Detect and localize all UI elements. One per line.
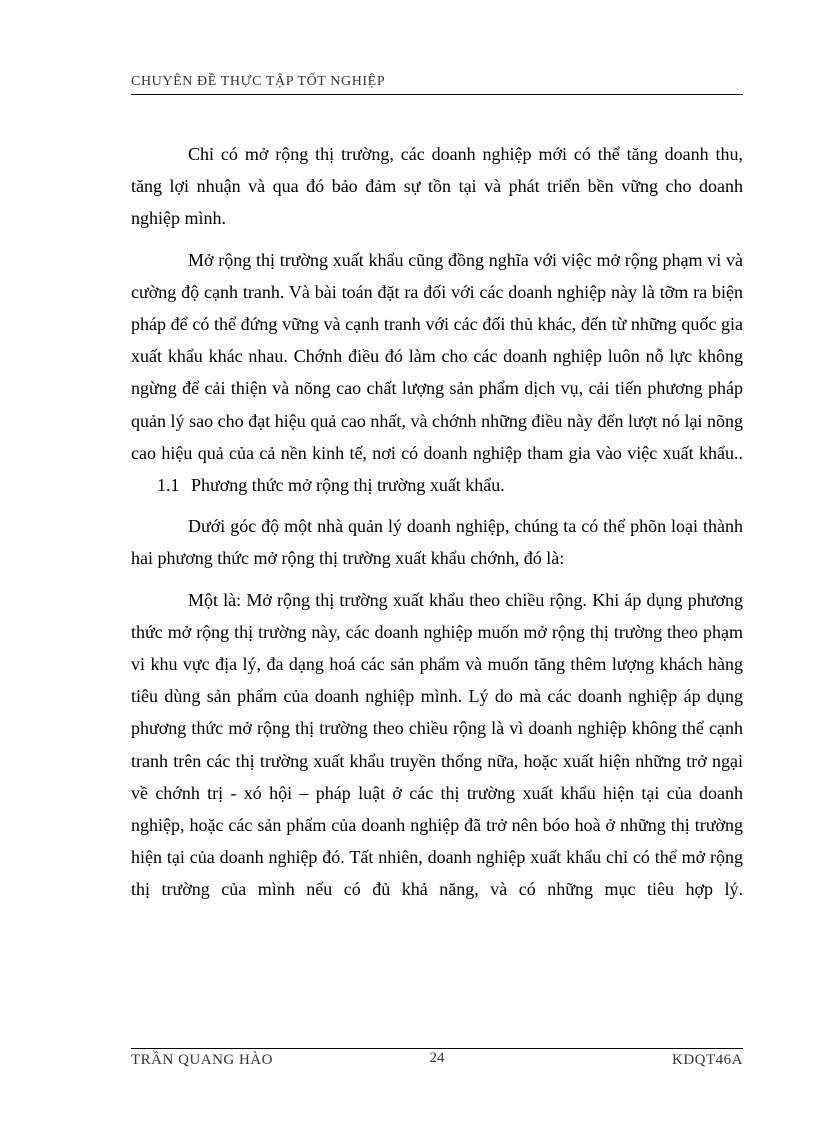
document-body [131, 138, 743, 906]
paragraph-3: Dưới góc độ một nhà quản lý doanh nghiệp, chúng ta có thể phõn loại thành hai phương thức mở rộng thị trường xuất khẩu chớnh, đó là: [131, 516, 743, 569]
section-number: 1.1 [157, 475, 180, 496]
footer-rule [131, 1048, 743, 1049]
paragraph-2: Mở rộng thị trường xuất khẩu cũng đồng nghĩa với việc mở rộng phạm vi và cường độ cạnh tranh. Và bài toán đặt ra đối với các doanh nghiệp này là tỡm ra biện pháp để có thể đứng vững và cạnh tranh với các đối thủ khác, đến từ những quốc gia xuất khẩu khác nhau. Chớnh điều đó làm cho các doanh nghiệp luôn nỗ lực không ngừng để cải thiện và nõng cao chất lượng sản phẩm dịch vụ, cải tiến phương pháp quản lý sao cho đạt hiệu quả cao nhất, và chớnh những điều này đến lượt nó lại nõng cao hiệu quả của cả nền kinh tế, nơi có doanh nghiệp tham gia vào việc xuất khẩu.. [131, 249, 743, 463]
footer-class-code: KDQT46A [672, 1052, 743, 1068]
page-footer [131, 1052, 743, 1074]
section-heading [131, 469, 743, 501]
running-header: CHUYÊN ĐỀ THỰC TẬP TỐT NGHIỆP [131, 74, 386, 89]
paragraph-4: Một là: Mở rộng thị trường xuất khẩu theo chiều rộng. Khi áp dụng phương thức mở rộng thị trường này, các doanh nghiệp muốn mở rộng thị trường theo phạm vi khu vực địa lý, đa dạng hoá các sản phẩm và muốn tăng thêm lượng khách hàng tiêu dùng sản phẩm của doanh nghiệp mình. Lý do mà các doanh nghiệp áp dụng phương thức mở rộng thị trường theo chiều rộng là vì doanh nghiệp không thể cạnh tranh trên các thị trường xuất khẩu truyền thống nữa, hoặc xuất hiện những trở ngại về chớnh trị - xó hội – pháp luật ở các thị trường xuất khẩu hiện tại của doanh nghiệp, hoặc các sản phẩm của doanh nghiệp đã trở nên bóo hoà ở những thị trường hiện tại của doanh nghiệp đó. Tất nhiên, doanh nghiệp xuất khẩu chỉ có thể mở rộng thị trường của mình nếu có đủ khả năng, và có những mục tiêu hợp lý. [131, 589, 743, 900]
page-number: 24 [429, 1050, 445, 1066]
section-title: Phương thức mở rộng thị trường xuất khẩu. [191, 475, 505, 496]
footer-author: TRẦN QUANG HÀO [131, 1052, 273, 1068]
header-rule [131, 94, 743, 95]
paragraph-1: Chỉ có mở rộng thị trường, các doanh nghiệp mới có thể tăng doanh thu, tăng lợi nhuận và qua đó bảo đảm sự tồn tại và phát triển bền vững cho doanh nghiệp mình. [131, 144, 743, 229]
